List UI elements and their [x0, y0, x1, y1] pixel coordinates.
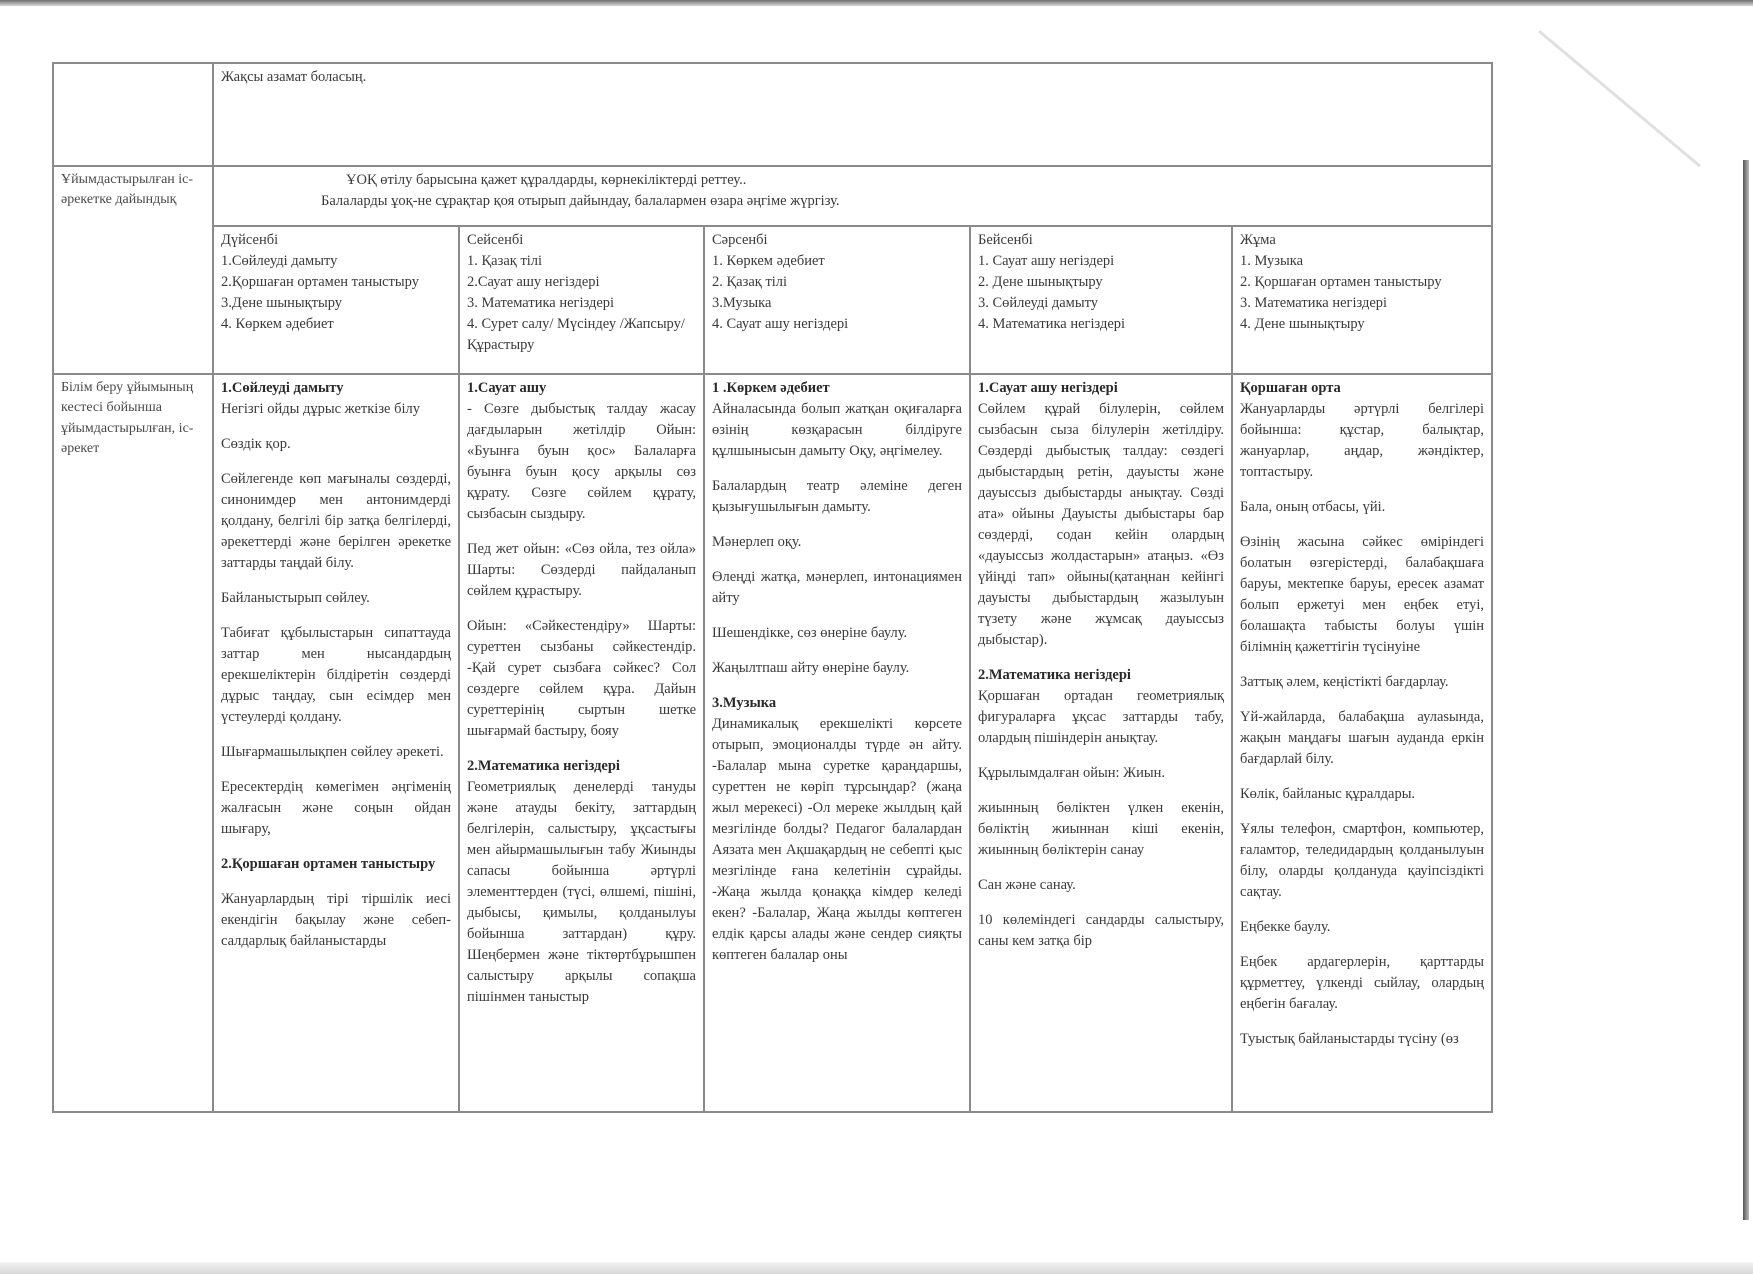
activity-text: Ойын: «Сәйкестендіру» Шарты: суреттен сызбаны сәйкестендір. -Қай сурет сызбаға сәйкес? Сол сөздерге сөйлем құра. Дайын суреттерінің сыртын шетке шығармай бастыру, бояу — [467, 618, 696, 740]
activity-text: - Сөзге дыбыстық талдау жасау дағдыларын жетілдір Ойын: «Буынға буын қос» Балаларға буынға буын қосу арқылы сөз құрату. Сөзге сөйлем құрату, сызбасын сыздыру. — [467, 401, 696, 523]
preparation-label: Ұйымдастырылған іс-әрекетке дайындық — [53, 166, 213, 374]
activity-block — [467, 756, 696, 1008]
activity-heading: 2.Математика негіздері — [978, 667, 1131, 684]
day-item: 3. Математика негіздері — [467, 295, 615, 312]
activity-text: Еңбекке баулу. — [1240, 919, 1331, 936]
table-row-top — [53, 63, 1492, 166]
day-title: Сейсенбі — [467, 232, 524, 248]
activity-block — [1240, 917, 1484, 938]
day-item: 1. Көркем әдебиет — [712, 253, 825, 270]
activity-block — [712, 693, 962, 966]
day-item: 4. Көркем әдебиет — [221, 316, 334, 333]
activities-tuesday — [459, 374, 704, 1112]
day-item: 2. Дене шынықтыру — [978, 274, 1103, 291]
activity-text: Заттық әлем, кеңістікті бағдарлау. — [1240, 674, 1449, 691]
activity-block — [978, 910, 1224, 952]
activity-heading: 1 .Көркем әдебиет — [712, 380, 830, 396]
activities-wednesday — [704, 374, 970, 1112]
day-cell-friday — [1232, 226, 1492, 374]
activity-block — [978, 875, 1224, 896]
day-title: Жұма — [1240, 232, 1276, 248]
activity-block — [467, 539, 696, 602]
preparation-line-1: ҰОҚ өтілу барысына қажет құралдарды, көрнекіліктерді реттеу.. — [346, 172, 747, 188]
activity-heading: 2.Математика негіздері — [467, 758, 620, 775]
activity-text: Жаңылтпаш айту өнеріне баулу. — [712, 660, 910, 677]
activity-block — [1240, 497, 1484, 518]
activity-text: Жануарларды әртүрлі белгілері бойынша: құстар, балықтар, жануарлар, аңдар, жәндіктер, топтастыру. — [1240, 401, 1484, 481]
day-item: 4. Сурет салу/ Мүсіндеу /Жапсыру/Құрастыру — [467, 316, 685, 354]
activity-heading: 1.Сөйлеуді дамыту — [221, 380, 344, 396]
day-title: Сәрсенбі — [712, 232, 768, 248]
activity-text: Бала, оның отбасы, үйі. — [1240, 499, 1386, 516]
activity-block — [978, 378, 1224, 651]
activity-block — [1240, 819, 1484, 903]
activity-block — [467, 378, 696, 525]
activity-block — [1240, 707, 1484, 770]
activity-block — [712, 567, 962, 609]
activity-text: Сан және санау. — [978, 877, 1076, 894]
day-title: Дүйсенбі — [221, 232, 279, 248]
activity-text: Айналасында болып жатқан оқиғаларға өзінің көзқарасын білдіруге құлшынысын дамыту Оқу, әңгімелеу. — [712, 401, 962, 460]
activity-text: Үй-жайларда, балабақша аулasында, жақын маңдағы шағын ауданда еркін бағдарлай білу. — [1240, 709, 1484, 768]
page-fold-shadow — [1538, 30, 1701, 167]
activity-text: Табиғат құбылыстарын сипаттауда заттар мен нысандардың ерекшеліктерін білдіретін сөздерді дұрыс таңдау, сын есімдер мен үстеулерді қолдану. — [221, 625, 451, 726]
day-item: 2.Сауат ашу негіздері — [467, 274, 600, 291]
activity-block — [1240, 952, 1484, 1015]
activity-block — [1240, 784, 1484, 805]
activity-block — [221, 588, 451, 609]
activity-text: Пед жет ойын: «Сөз ойла, тез ойла» Шарты: Сөздерді пайдаланып сөйлем құрастыру. — [467, 541, 696, 600]
scan-top-edge — [0, 0, 1753, 6]
top-text: Жақсы азамат боласың. — [221, 69, 367, 85]
preparation-text-cell — [213, 166, 1492, 226]
activity-text: Өзінің жасына сәйкес өміріндегі болатын өзгерістерді, балабақшаға баруы, мектепке баруы, ересек азамат болып ержетуі мен еңбек етуі, болашақта табысты болуы үшін білімнің қажеттігін түсінуіне — [1240, 534, 1484, 656]
activity-text: 10 көлеміндегі сандарды салыстыру, саны кем затқа бір — [978, 912, 1224, 950]
activity-heading: Қоршаған орта — [1240, 380, 1341, 396]
activity-block — [221, 777, 451, 840]
day-item: 1. Қазақ тілі — [467, 253, 543, 270]
activity-text: Сөздік қор. — [221, 436, 291, 453]
activity-heading: 1.Сауат ашу негіздері — [978, 380, 1118, 396]
scan-right-edge — [1743, 160, 1749, 1220]
top-label-cell — [53, 63, 213, 166]
day-item: 1.Сөйлеуді дамыту — [221, 253, 338, 270]
activity-block — [712, 476, 962, 518]
day-item: 1. Сауат ашу негіздері — [978, 253, 1115, 270]
activity-block — [712, 658, 962, 679]
activity-text: Шығармашылықпен сөйлеу әрекеті. — [221, 744, 444, 761]
activity-block — [221, 623, 451, 728]
activity-text: Құрылымдалған ойын: Жиын. — [978, 765, 1166, 782]
activity-text: Сөйлегенде көп мағыналы сөздерді, синонимдер мен антонимдерді қолдану, белгілі бір затқа белгілерді, әрекеттерді және берілген әрекетке заттарды таңдай білу. — [221, 471, 451, 572]
activity-text: Шешендікке, сөз өнеріне баулу. — [712, 625, 908, 642]
activity-text: Көлік, байланыс құралдары. — [1240, 786, 1416, 803]
activity-heading: 2.Қоршаған ортамен таныстыру — [221, 856, 436, 873]
day-cell-tuesday — [459, 226, 704, 374]
activity-heading: 3.Музыка — [712, 695, 777, 712]
day-item: 3. Сөйлеуді дамыту — [978, 295, 1098, 312]
activity-text: Балалардың театр әлеміне деген қызығушылығын дамыту. — [712, 478, 962, 516]
activity-text: Өлеңді жатқа, мәнерлеп, интонациямен айту — [712, 569, 962, 607]
day-item: 2. Қоршаған ортамен таныстыру — [1240, 274, 1442, 291]
activity-block — [978, 665, 1224, 749]
activity-heading: 1.Сауат ашу — [467, 380, 547, 396]
activity-text: Ұялы телефон, смартфон, компьютер, ғаламтор, теледидардың қолданылуын білу, оларды қолдануда қауіпсіздікті сақтау. — [1240, 821, 1484, 901]
table-row-days — [53, 226, 1492, 374]
activity-text: Еңбек ардагерлерін, қарттарды құрметтеу, үлкенді сыйлау, олардың еңбегін бағалау. — [1240, 954, 1484, 1013]
activity-text: Мәнерлеп оқу. — [712, 534, 802, 551]
table-row-activities — [53, 374, 1492, 1112]
activity-block — [712, 623, 962, 644]
day-title: Бейсенбі — [978, 232, 1033, 248]
top-text-cell — [213, 63, 1492, 166]
activity-block — [467, 616, 696, 742]
scan-bottom-edge — [0, 1262, 1753, 1274]
activity-block — [221, 889, 451, 952]
activity-block — [221, 434, 451, 455]
activity-text: Сөйлем құрай білулерін, сөйлем сызбасын сыза білулерін жетілдіру. Сөздерді дыбыстық талдау: сөздегі дыбыстардың ретін, дауысты және дауыссыз дыбыстарды анықтау. Сөзді ата» ойыны Дауысты дыбыстары бар сөздерді, содан кейін олардың «дауыссыз жолдастарын» атаңыз. «Өз үйіңді тап» ойыны(қатаңнан кейінгі дауысты дыбыстардың жазылуын түзету және жұмсақ дауыссыз дыбыстар). — [978, 401, 1224, 649]
day-item: 3. Математика негіздері — [1240, 295, 1388, 312]
activity-text: Байланыстырып сөйлеу. — [221, 590, 370, 607]
activity-text: Геометриялық денелерді тануды және атауды бекіту, заттардың белгілерін, салыстыру, ұқсастығы мен айырмашылығын табу Жиынды сапасы бойынша әртүрлі элементтерден (түсі, өлшемі, пішіні, дыбысы, қимылы, қолданылуы бойынша заттардан) құру. Шеңбермен және тіктөртбұрышпен салыстыру арқылы сопақша пішінмен таныстыр — [467, 779, 696, 1006]
activity-block — [978, 763, 1224, 784]
activities-friday — [1232, 374, 1492, 1112]
table-row-preparation — [53, 166, 1492, 226]
activity-block — [1240, 1029, 1484, 1050]
weekly-plan-table — [52, 62, 1493, 1113]
preparation-line-2: Балаларды ұоқ-не сұрақтар қоя отырып дайындау, балалармен өзара әңгіме жүргізу. — [321, 193, 840, 210]
activity-text: Динамикалық ерекшелікті көрсете отырып, эмоционалды түрде ән айту. -Балалар мына суретке қараңдаршы, суреттен не көріп тұрсыңдар? (жаңа жыл мерекесі) -Ол мереке жылдың қай мезгілінде болды? Педагог балалардан Аязата мен Ақшақардың не себепті қыс мезгілінде ғана келетінін сұрайды. -Жаңа жылда қонаққа кімдер келеді екен? -Балалар, Жаңа жылды көптеген елдік қарсы алады және сендер сияқты көптеген балалар оны — [712, 716, 962, 964]
day-cell-wednesday — [704, 226, 970, 374]
activity-block — [221, 742, 451, 763]
activities-label: Білім беру ұйымының кестесі бойынша ұйымдастырылған, іс-әрекет — [53, 374, 213, 1112]
day-item: 4. Дене шынықтыру — [1240, 316, 1365, 333]
activity-block — [221, 378, 451, 420]
activity-block — [221, 469, 451, 574]
activity-text: Жануарлардың тірі тіршілік иесі екендігін бақылау және себеп-салдарлық байланыстарды — [221, 891, 451, 950]
activity-text: Қоршаған ортадан геометриялық фигураларға ұқсас заттарды табу, олардың пішіндерін анықтау. — [978, 688, 1224, 747]
activity-block — [1240, 378, 1484, 483]
day-cell-monday — [213, 226, 459, 374]
activity-block — [1240, 672, 1484, 693]
day-item: 3.Музыка — [712, 295, 772, 312]
day-item: 1. Музыка — [1240, 253, 1304, 270]
activity-block — [712, 532, 962, 553]
day-item: 2.Қоршаған ортамен таныстыру — [221, 274, 419, 291]
day-cell-thursday — [970, 226, 1232, 374]
day-item: 2. Қазақ тілі — [712, 274, 788, 291]
activity-text: Ересектердің көмегімен әңгіменің жалғасын және соңын ойдан шығару, — [221, 779, 451, 838]
activity-block — [1240, 532, 1484, 658]
activities-thursday — [970, 374, 1232, 1112]
activity-block — [978, 798, 1224, 861]
activity-block — [712, 378, 962, 462]
activity-text: жиынның бөліктен үлкен екенін, бөліктің жиыннан кіші екенін, жиынның бөліктерін санау — [978, 800, 1224, 859]
activity-text: Туыстық байланыстарды түсіну (өз — [1240, 1031, 1459, 1048]
activity-block — [221, 854, 451, 875]
day-item: 3.Дене шынықтыру — [221, 295, 343, 312]
activities-monday — [213, 374, 459, 1112]
day-item: 4. Сауат ашу негіздері — [712, 316, 849, 333]
activity-text: Негізгі ойды дұрыс жеткізе білу — [221, 401, 420, 418]
day-item: 4. Математика негіздері — [978, 316, 1126, 333]
